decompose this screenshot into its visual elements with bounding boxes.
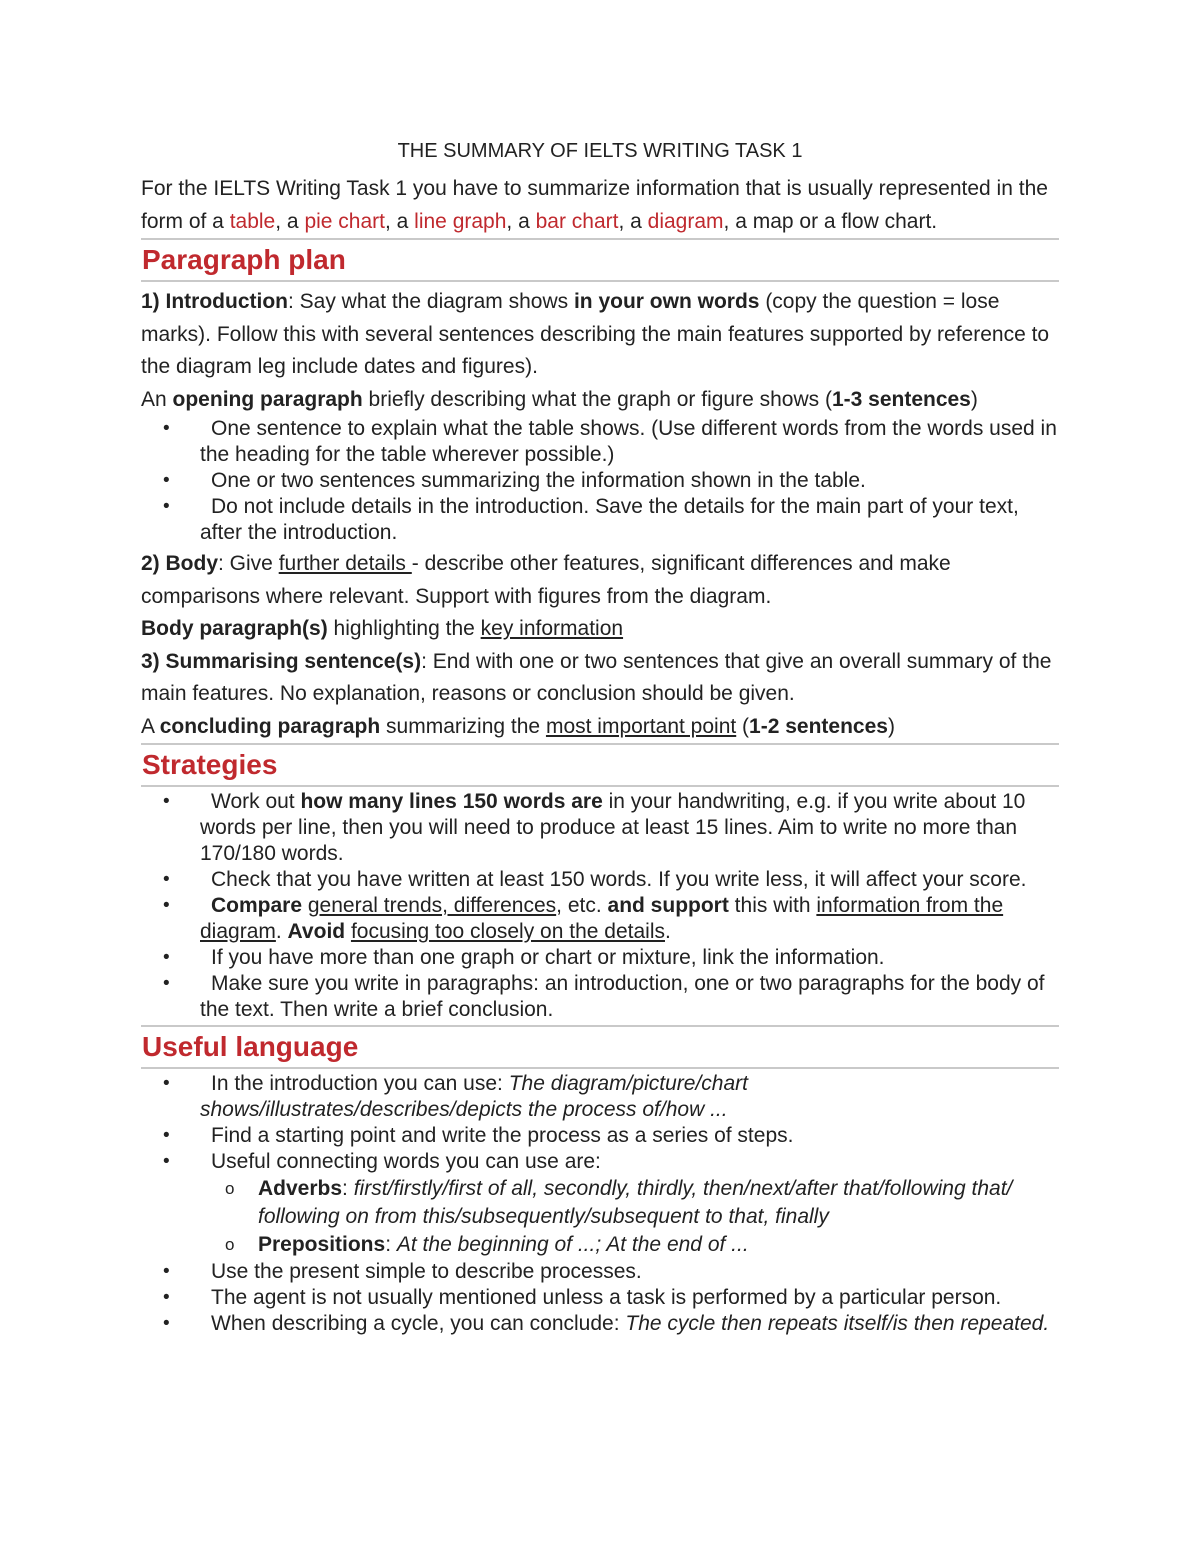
type-bar-chart: bar chart (535, 209, 619, 233)
sublist-item (141, 1175, 1059, 1231)
sep: , a (618, 209, 648, 233)
text: : End with one or two sentences that give an overall summary of the main features. No explanation, reasons or conclusion should be given. (141, 649, 1052, 705)
intro-text: For the IELTS Writing Task 1 you have to summarize information that is usually represented in the form of a (141, 177, 1048, 233)
emphasis: opening paragraph (172, 387, 363, 411)
type-table: table (229, 209, 276, 233)
list-item (141, 971, 1059, 1023)
list-item (141, 867, 1059, 893)
italic-text: At the beginning of ...; At the end of ... (396, 1233, 749, 1256)
list-item (141, 1311, 1059, 1337)
list-item-text: The agent is not usually mentioned unless a task is performed by a particular person. (211, 1286, 1002, 1309)
emphasis: 1-2 sentences (749, 714, 888, 738)
list-item (141, 789, 1059, 867)
text: : Say what the diagram shows (287, 290, 574, 313)
text: : Give (218, 552, 279, 575)
intro-paragraph (141, 173, 1067, 238)
text: In the introduction you can use: (211, 1072, 509, 1095)
italic-text: The diagram/picture/chart shows/illustrates/describes/depicts the process of/how ... (200, 1072, 748, 1121)
text: , etc. (556, 894, 608, 917)
useful-language-list (141, 1071, 1059, 1337)
list-item (141, 1259, 1059, 1285)
plan-body-paragraphs (141, 613, 1059, 646)
sep: , a (506, 209, 536, 233)
type-pie-chart: pie chart (304, 209, 385, 233)
list-item (141, 945, 1059, 971)
emphasis: Prepositions (258, 1233, 386, 1256)
sep: , a (384, 209, 415, 233)
label: Body paragraph(s) (141, 617, 328, 640)
text: Work out (211, 790, 301, 813)
plan-body (141, 548, 1059, 613)
emphasis: 1-3 sentences (831, 387, 971, 411)
emphasis: Adverbs (258, 1177, 343, 1200)
label: 1) Introduction (141, 290, 288, 313)
text: ( (736, 714, 750, 738)
emphasis: and support (607, 894, 729, 917)
document-title: THE SUMMARY OF IELTS WRITING TASK 1 (397, 140, 803, 162)
italic-text: first/firstly/first of all, secondly, thirdly, then/next/after that/following that/ following on from this/subsequently/subsequent to that, finally (258, 1177, 1013, 1228)
emphasis: Compare (211, 894, 303, 917)
underlined-text: focusing too closely on the details (350, 920, 665, 943)
list-item-text: One sentence to explain what the table shows. (Use different words from the words used in the heading for the table wherever possible.) (200, 417, 1057, 466)
list-item-text: Use the present simple to describe processes. (211, 1260, 642, 1283)
list-item-text: Do not include details in the introduction. Save the details for the main part of your text, after the introduction. (200, 495, 1019, 544)
text: - describe other features, significant differences and make comparisons where relevant. Support with figures from the diagram. (141, 552, 951, 608)
list-item-text: Find a starting point and write the process as a series of steps. (211, 1124, 794, 1147)
underlined-text: key information (480, 617, 624, 640)
text: briefly describing what the graph or figure shows ( (362, 387, 832, 411)
list-item (141, 1285, 1059, 1311)
text: : (385, 1233, 397, 1256)
heading-useful-language: Useful language (141, 1025, 1059, 1069)
emphasis: how many lines 150 words are (300, 790, 603, 813)
list-item-text: If you have more than one graph or chart or mixture, link the information. (211, 946, 885, 969)
plan-opening-paragraph (141, 384, 1059, 417)
sep: , a (275, 209, 305, 233)
text: highlighting the (327, 617, 481, 640)
type-line-graph: line graph (414, 209, 507, 233)
list-item (141, 494, 1059, 546)
underlined-text: most important point (545, 714, 737, 738)
heading-paragraph-plan: Paragraph plan (141, 238, 1059, 282)
list-item-text: Useful connecting words you can use are: (211, 1150, 601, 1173)
list-item-text: Check that you have written at least 150 words. If you write less, it will affect your score. (211, 868, 1027, 891)
text: When describing a cycle, you can conclude: (211, 1312, 626, 1335)
text: ) (887, 714, 895, 738)
list-item (141, 1149, 1059, 1259)
list-item-text: One or two sentences summarizing the information shown in the table. (211, 469, 866, 492)
text: . (664, 920, 671, 943)
list-item (141, 416, 1059, 468)
list-item-text: Make sure you write in paragraphs: an introduction, one or two paragraphs for the body of the text. Then write a brief conclusion. (200, 972, 1045, 1021)
document-page (141, 140, 1059, 1337)
text: A (141, 714, 160, 738)
plan-summarising (141, 646, 1059, 711)
list-item (141, 1071, 1059, 1123)
emphasis: in your own words (573, 290, 760, 313)
plan-introduction (141, 286, 1059, 384)
intro-bullet-list (141, 416, 1059, 546)
text: ) (970, 387, 978, 411)
plan-concluding-paragraph (141, 711, 1059, 744)
connecting-words-sublist (200, 1175, 1059, 1259)
italic-text: The cycle then repeats itself/is then repeated. (625, 1312, 1050, 1335)
label: 2) Body (141, 552, 219, 575)
emphasis: concluding paragraph (159, 714, 381, 738)
underlined-text: further details (278, 552, 412, 575)
text: summarizing the (380, 714, 546, 738)
sublist-item (141, 1231, 1059, 1259)
underlined-text: general trends, differences (307, 894, 557, 917)
text: . (275, 920, 288, 943)
list-item (141, 893, 1059, 945)
text: this with (728, 894, 817, 917)
text: : (342, 1177, 354, 1200)
emphasis: Avoid (287, 920, 346, 943)
text: An (141, 387, 173, 411)
intro-text-end: , a map or a flow chart. (723, 209, 938, 233)
list-item (141, 468, 1059, 494)
type-diagram: diagram (647, 209, 724, 233)
text: (copy the question = lose marks). Follow this with several sentences describing the main features supported by reference to the diagram leg include dates and figures). (141, 290, 1050, 378)
underlined-text: information from the diagram (200, 894, 1004, 943)
label: 3) Summarising sentence(s) (141, 649, 422, 673)
heading-strategies: Strategies (141, 743, 1059, 787)
list-item (141, 1123, 1059, 1149)
text: in your handwriting, e.g. if you write about 10 words per line, then you will need to produce at least 15 lines. Aim to write no more than 170/180 words. (200, 790, 1026, 865)
strategies-list (141, 789, 1059, 1023)
